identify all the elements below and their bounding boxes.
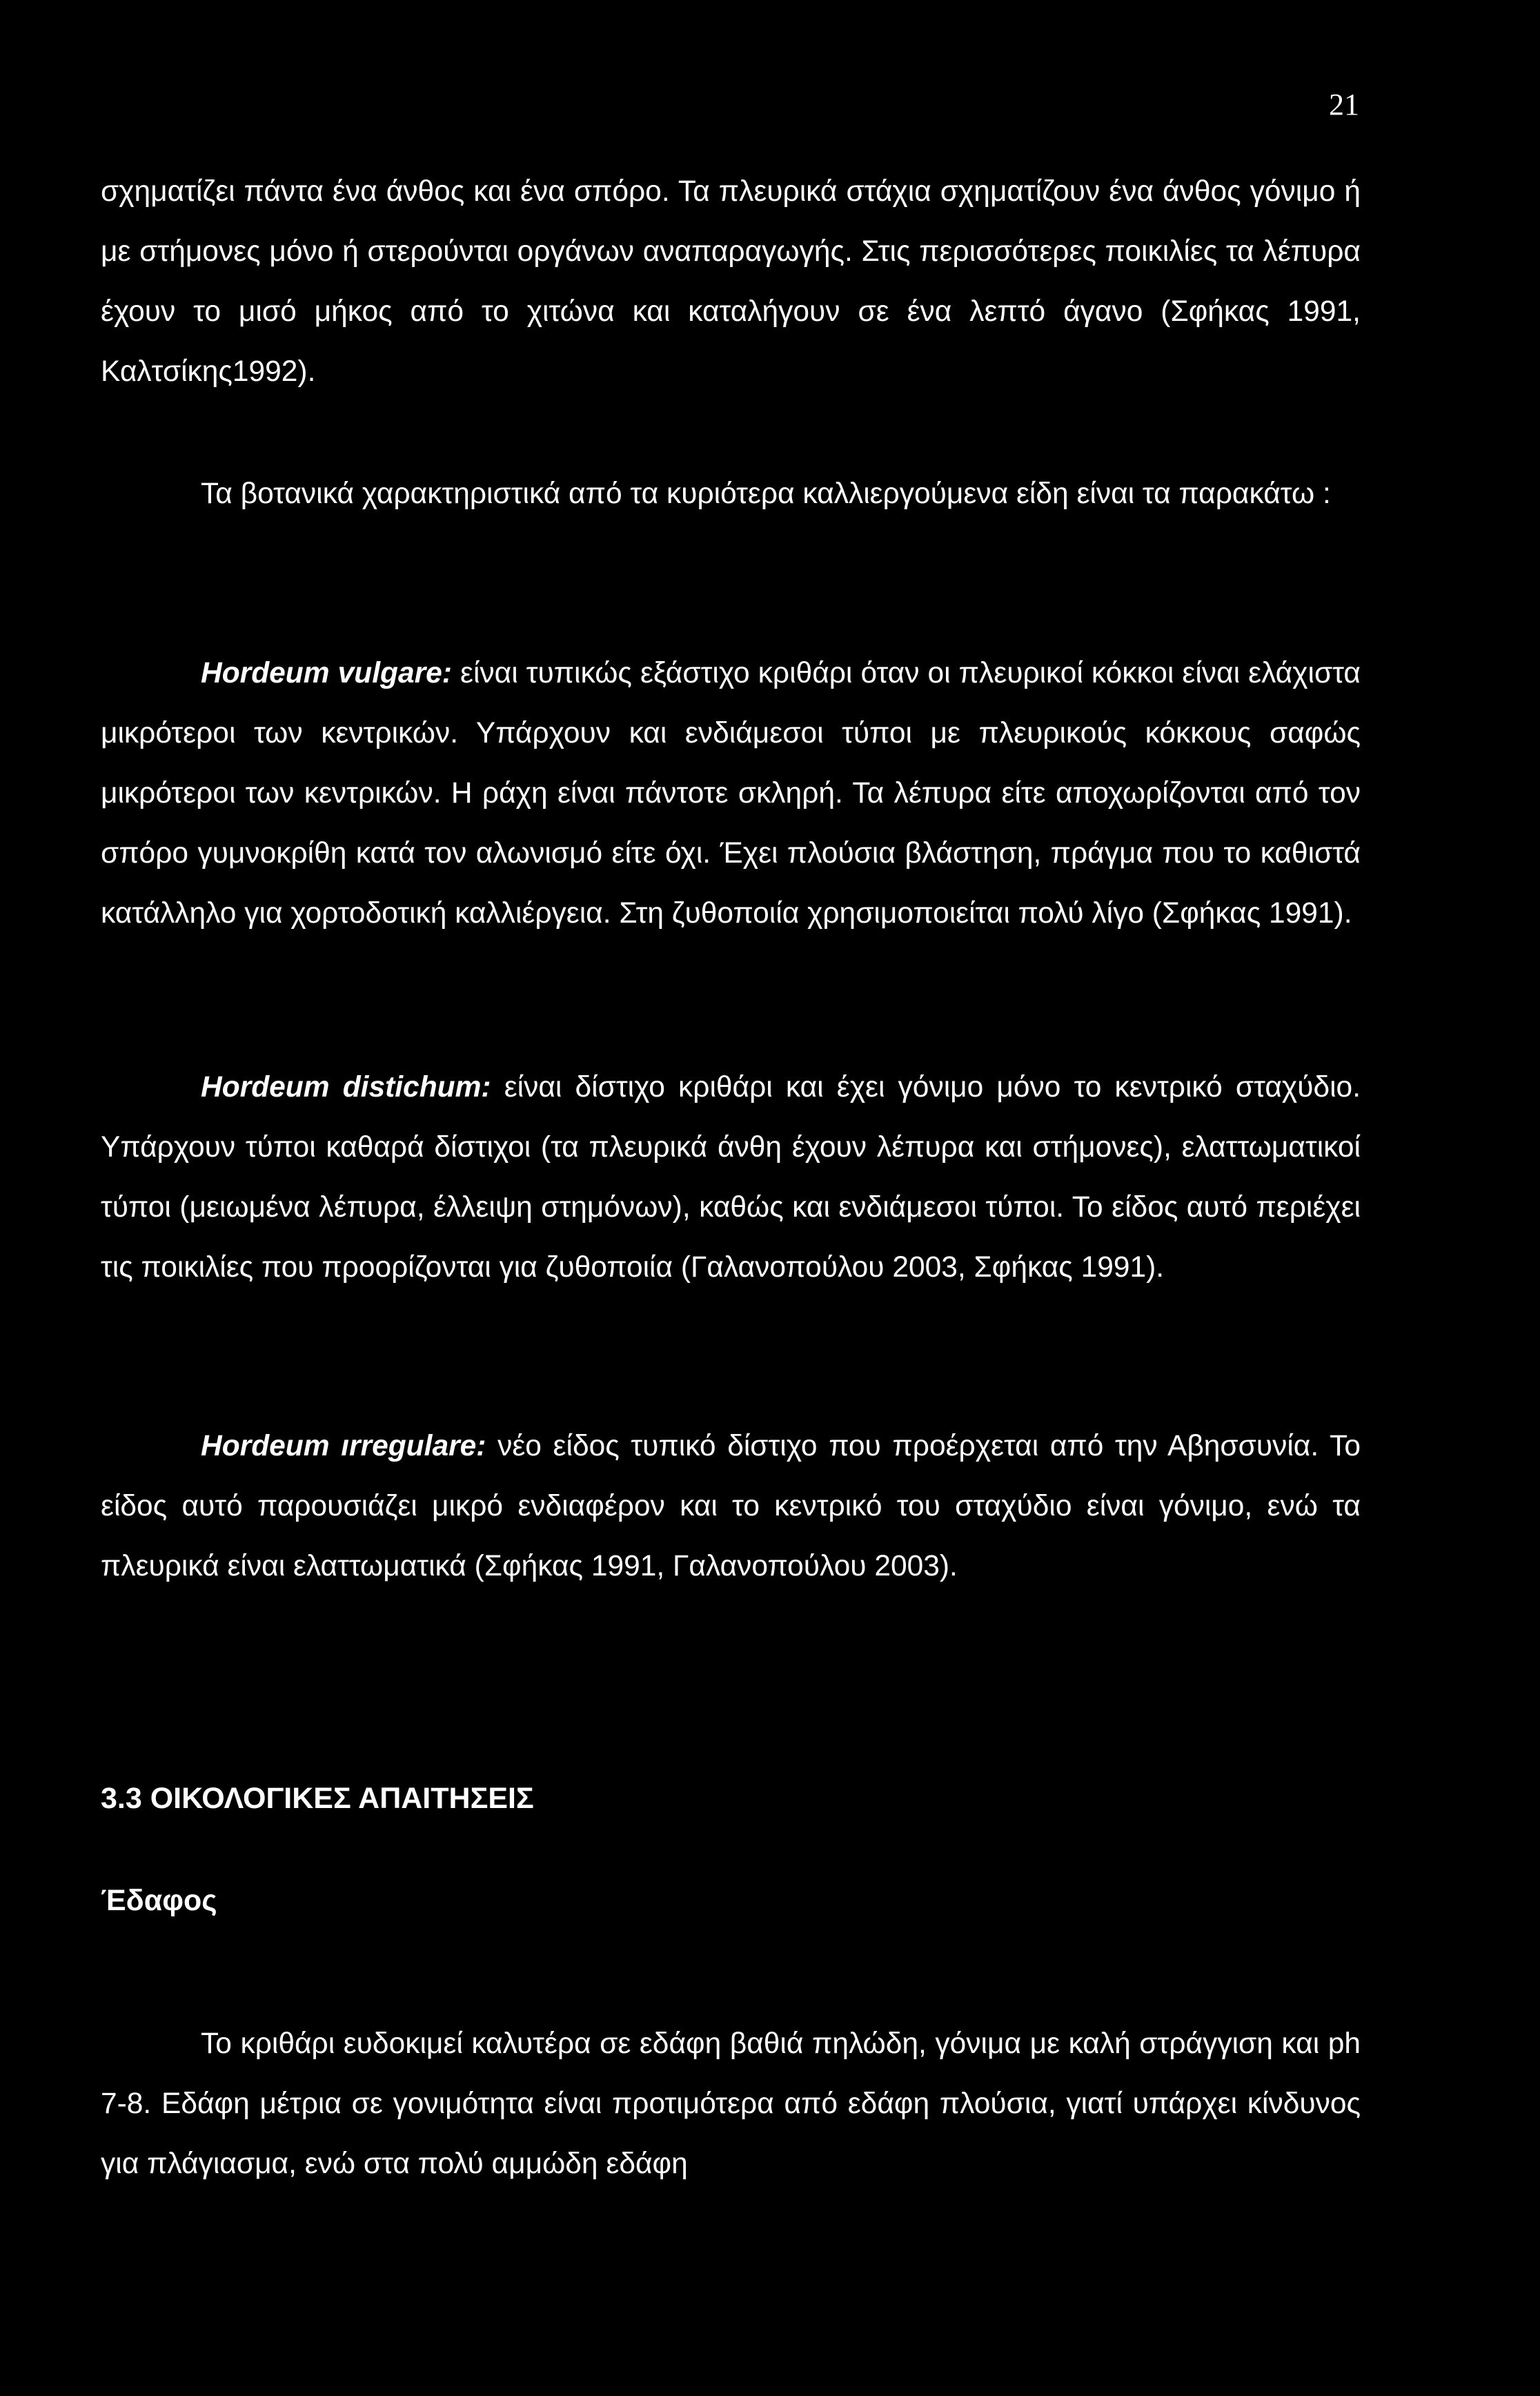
paragraph-intro: σχηματίζει πάντα ένα άνθος και ένα σπόρο. Τα πλευρικά στάχια σχηματίζουν ένα άνθος γόνιμο ή με στήμονες μόνο ή στερούνται οργάνων αναπαραγωγής. Στις περισσότερες ποικιλίες τα λέπυρα έχουν το μισό μήκος από το χιτώνα και καταλήγουν σε ένα λεπτό άγανο (Σφήκας 1991, Καλτσίκης1992). bbox=[101, 175, 1361, 388]
page-number: 21 bbox=[1329, 88, 1359, 121]
paragraph-hordeum-distichum bbox=[101, 1057, 1361, 1297]
paragraph-text-irregulare: νέο είδος τυπικό δίστιχο που προέρχεται από την Αβησσυνία. Το είδος αυτό παρουσιάζει μικρό ενδιαφέρον και το κεντρικό του σταχύδιο είναι γόνιμο, ενώ τα πλευρικά είναι ελαττωματικά (Σφήκας 1991, Γαλανοπούλου 2003). bbox=[101, 1430, 1361, 1582]
paragraph-soil: Το κριθάρι ευδοκιμεί καλυτέρα σε εδάφη βαθιά πηλώδη, γόνιμα με καλή στράγγιση και ph 7-8. Εδάφη μέτρια σε γονιμότητα είναι προτιμότερα από εδάφη πλούσια, γιατί υπάρχει κίνδυνος για πλάγιασμα, ενώ στα πολύ αμμώδη εδάφη bbox=[101, 2027, 1361, 2180]
paragraph-botanical-intro: Τα βοτανικά χαρακτηριστικά από τα κυριότερα καλλιεργούμενα είδη είναι τα παρακάτω : bbox=[201, 478, 1331, 510]
paragraph-text-vulgare: είναι τυπικώς εξάστιχο κριθάρι όταν οι πλευρικοί κόκκοι είναι ελάχιστα μικρότεροι των κεντρικών. Υπάρχουν και ενδιάμεσοι τύποι με πλευρικούς κόκκους σαφώς μικρότεροι των κεντρικών. Η ράχη είναι πάντοτε σκληρή. Τα λέπυρα είτε αποχωρίζονται από τον σπόρο γυμνοκρίθη κατά τον αλωνισμό είτε όχι. Έχει πλούσια βλάστηση, πράγμα που το καθιστά κατάλληλο για χορτοδοτική καλλιέργεια. Στη ζυθοποιία χρησιμοποιείται πολύ λίγο (Σφήκας 1991). bbox=[101, 657, 1361, 930]
species-name-vulgare: Hordeum vulgare: bbox=[201, 657, 452, 689]
paragraph-text-distichum: είναι δίστιχο κριθάρι και έχει γόνιμο μόνο το κεντρικό σταχύδιο. Υπάρχουν τύποι καθαρά δίστιχοι (τα πλευρικά άνθη έχουν λέπυρα και στήμονες), ελαττωματικοί τύποι (μειωμένα λέπυρα, έλλειψη στημόνων), καθώς και ενδιάμεσοι τύποι. Το είδος αυτό περιέχει τις ποικιλίες που προορίζονται για ζυθοποιία (Γαλανοπούλου 2003, Σφήκας 1991). bbox=[101, 1071, 1361, 1284]
subsection-heading: Έδαφος bbox=[101, 1884, 217, 1917]
paragraph-hordeum-vulgare bbox=[101, 643, 1361, 943]
species-name-irregulare: Hordeum ırregulare: bbox=[201, 1430, 486, 1462]
section-heading: 3.3 ΟΙΚΟΛΟΓΙΚΕΣ ΑΠΑΙΤΗΣΕΙΣ bbox=[101, 1782, 534, 1815]
species-name-distichum: Hordeum distichum: bbox=[201, 1071, 491, 1103]
paragraph-hordeum-irregulare bbox=[101, 1416, 1361, 1596]
